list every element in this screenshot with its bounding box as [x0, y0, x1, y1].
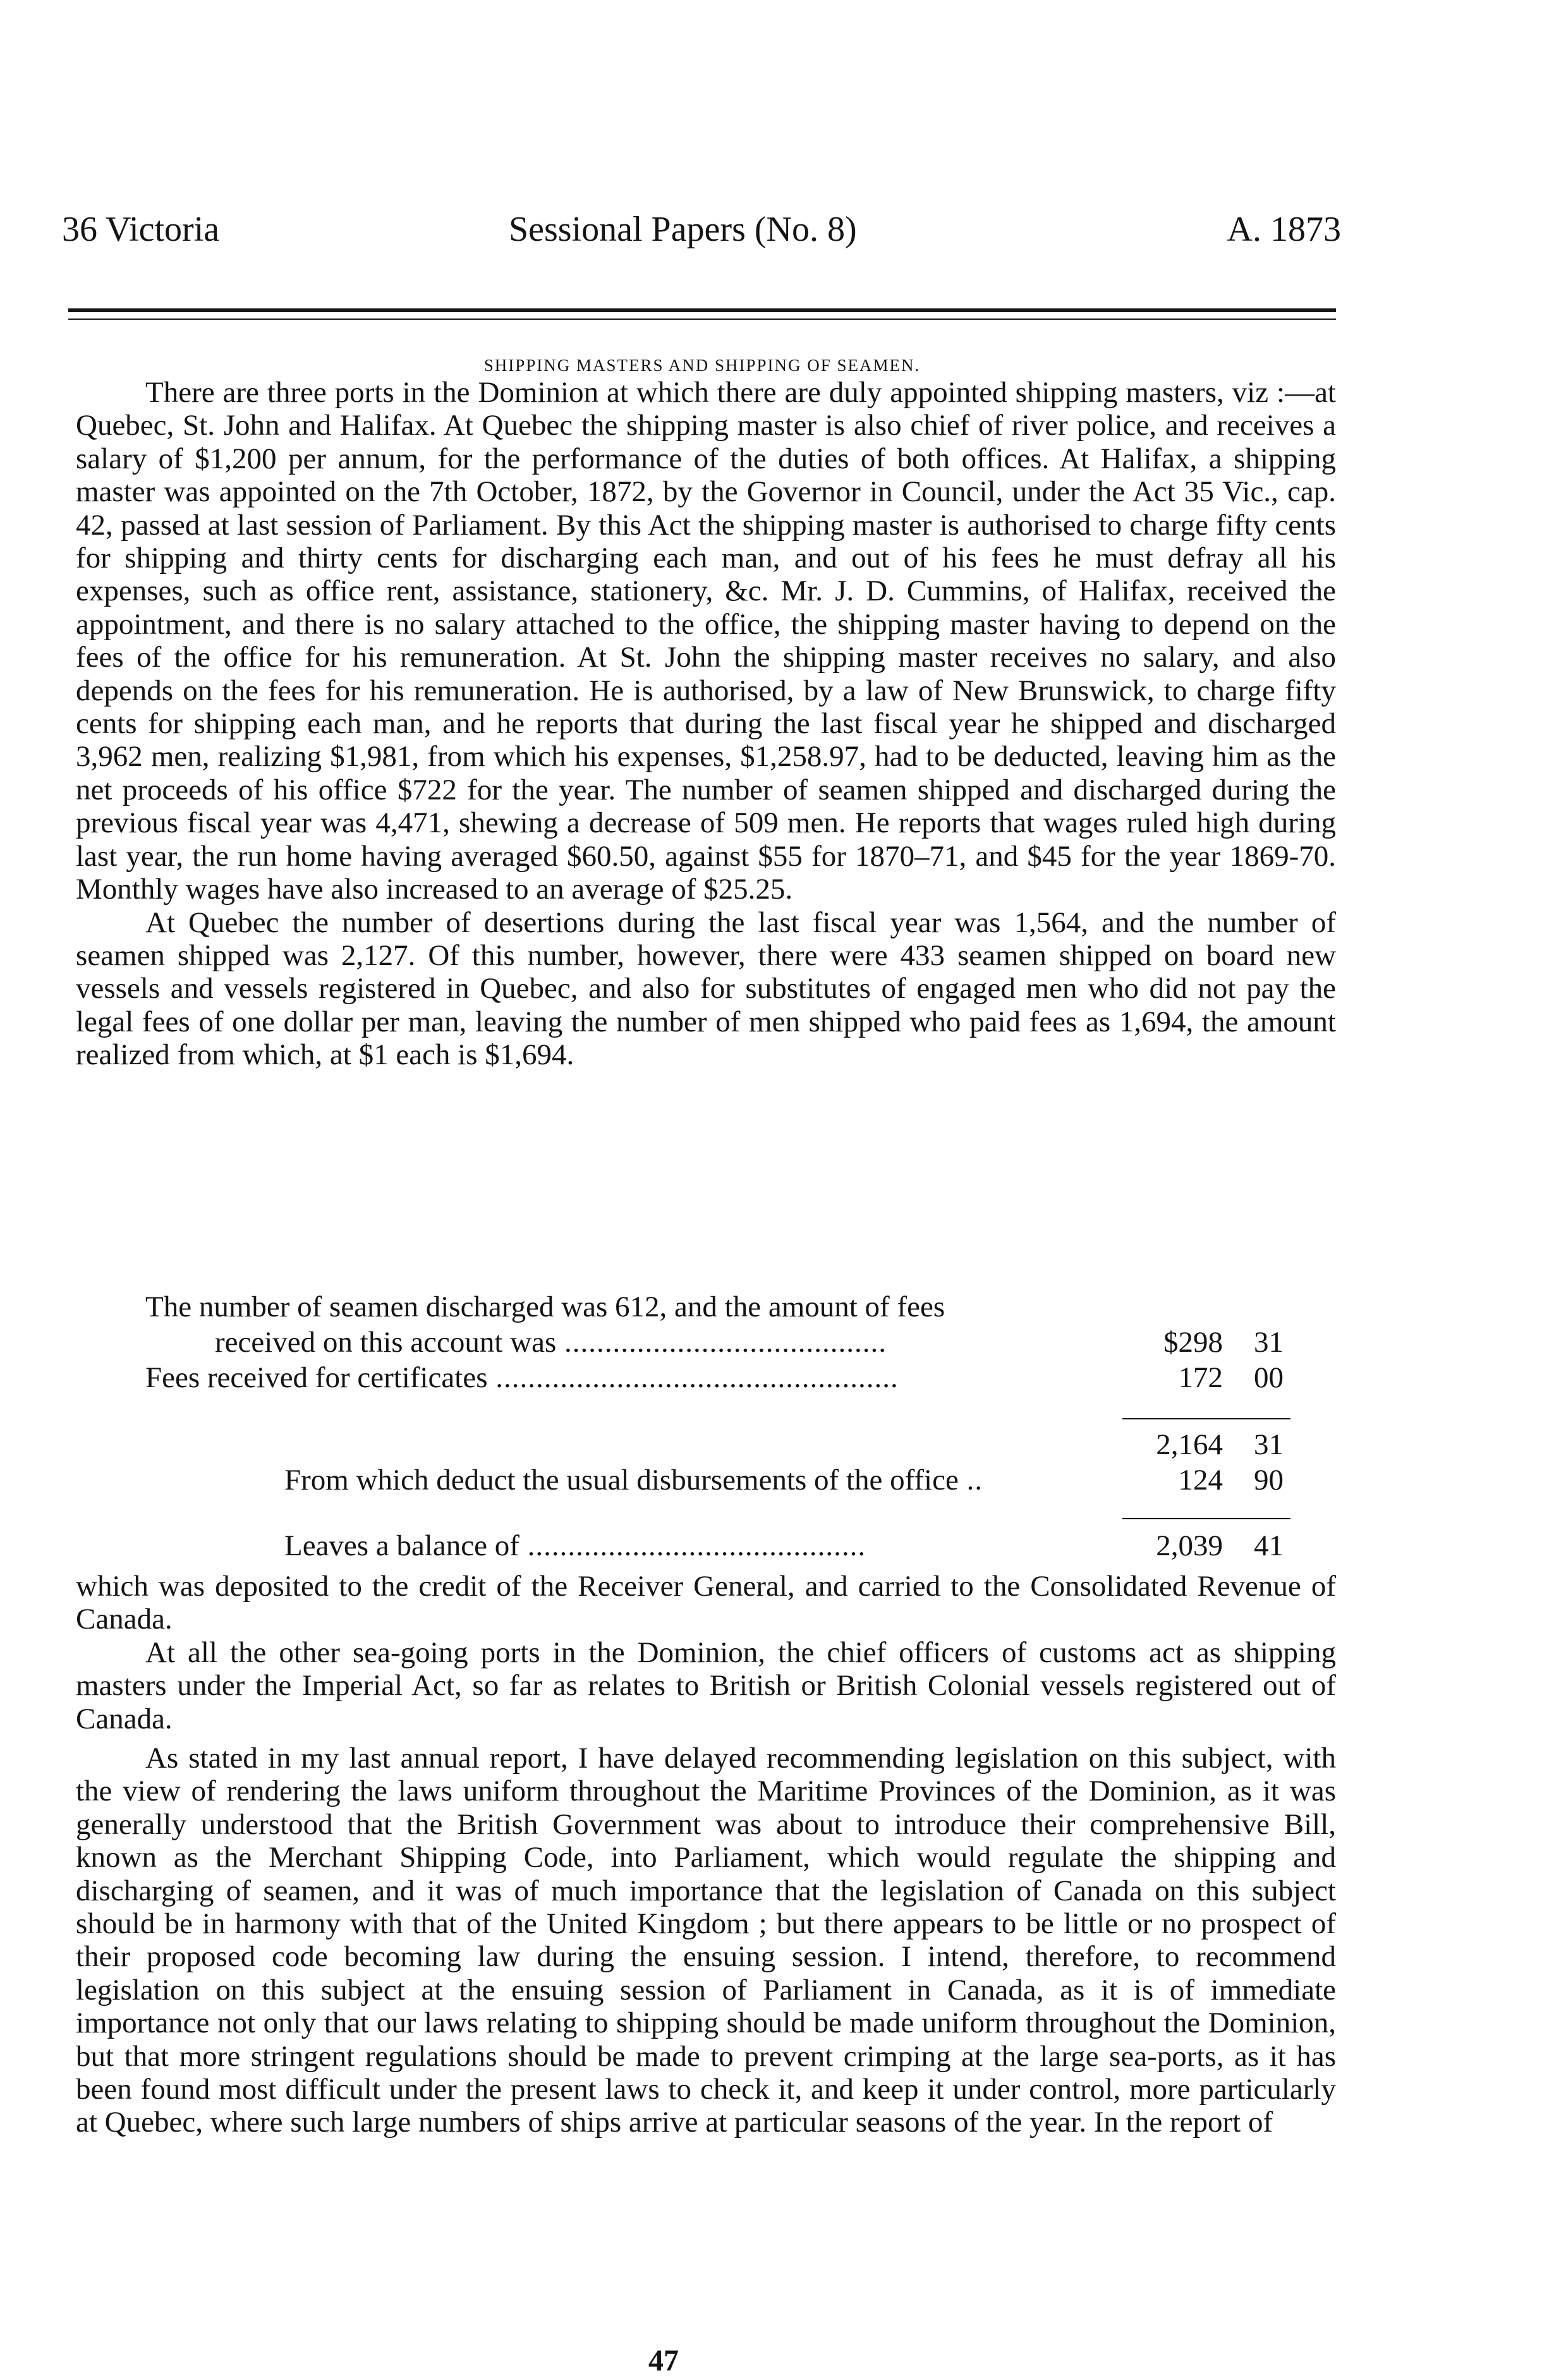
running-header [62, 201, 1341, 258]
account-label: Fees received for certificates .................................................. [145, 1361, 899, 1394]
sum-rule [1122, 1518, 1290, 1519]
section-title: SHIPPING MASTERS AND SHIPPING OF SEAMEN. [483, 356, 921, 375]
account-row [76, 1360, 1336, 1395]
paragraph: As stated in my last annual report, I have delayed recommending legislation on this subject, with the view of rendering the laws uniform throughout the Maritime Provinces of the Dominion, as it was generally understood that the British Government was about to introduce their comprehensive Bill, known as the Merchant Shipping Code, into Parliament, which would regulate the shipping and discharging of seamen, and it was of much importance that the legislation of Canada on this subject should be in harmony with that of the United Kingdom ; but there appears to be little or no prospect of their proposed code becoming law during the ensuing session. I intend, therefore, to recommend legislation on this subject at the ensuing session of Parliament in Canada, as it is of immediate importance not only that our laws relating to shipping should be made uniform throughout the Dominion, but that more stringent regulations should be made to prevent crimping at the large sea-ports, as it has been found most difficult under the present laws to check it, and keep it under control, more particularly at Quebec, where such large numbers of ships arrive at particular seasons of the year. In the report of [76, 1742, 1336, 2139]
header-rule-thin [68, 319, 1336, 320]
body-text-bottom [76, 1742, 1336, 2139]
account-row [76, 1462, 1336, 1498]
account-dollars: 124 [1178, 1464, 1223, 1497]
account-dollars: 172 [1178, 1361, 1223, 1394]
account-row [76, 1427, 1336, 1462]
paragraph: which was deposited to the credit of the Receiver General, and carried to the Consolidated Revenue of Canada. [76, 1570, 1336, 1636]
sum-rule [1122, 1418, 1290, 1419]
account-row [76, 1528, 1336, 1563]
account-label: From which deduct the usual disbursements of the office .. [284, 1464, 983, 1497]
account-label: The number of seamen discharged was 612, and the amount of fees [145, 1290, 945, 1323]
account-dollars: 2,039 [1156, 1529, 1223, 1562]
paragraph: At all the other sea-going ports in the Dominion, the chief officers of customs act as shipping masters under the Imperial Act, so far as relates to British or British Colonial vessels registered out of Canada. [76, 1636, 1336, 1735]
account-cents: 31 [1254, 1326, 1284, 1359]
paragraph: There are three ports in the Dominion at which there are duly appointed shipping masters, viz :—at Quebec, St. John and Halifax. At Quebec the shipping master is also chief of river police, and receives a salary of $1,200 per annum, for the performance of the duties of both offices. At Halifax, a shipping master was appointed on the 7th October, 1872, by the Governor in Council, under the Act 35 Vic., cap. 42, passed at last session of Parliament. By this Act the shipping master is authorised to charge fifty cents for shipping and thirty cents for discharging each man, and out of his fees he must defray all his expenses, such as office rent, assistance, stationery, &c. Mr. J. D. Cummins, of Halifax, received the appointment, and there is no salary attached to the office, the shipping master having to depend on the fees of the office for his remuneration. At St. John the shipping master receives no salary, and also depends on the fees for his remuneration. He is authorised, by a law of New Brunswick, to charge fifty cents for shipping each man, and he reports that during the last fiscal year he shipped and discharged 3,962 men, realizing $1,981, from which his expenses, $1,258.97, had to be deducted, leaving him as the net proceeds of his office $722 for the year. The number of seamen shipped and discharged during the previous fiscal year was 4,471, shewing a decrease of 509 men. He reports that wages ruled high during last year, the run home having averaged $60.50, against $55 for 1870–71, and $45 for the year 1869-70. Monthly wages have also increased to an average of $25.25. [76, 376, 1336, 906]
account-dollars: 2,164 [1156, 1428, 1223, 1461]
account-row [76, 1325, 1336, 1360]
account-row [76, 1289, 1336, 1325]
body-text-top [76, 376, 1336, 1072]
account-label: Leaves a balance of .......................................... [284, 1529, 866, 1562]
account-cents: 00 [1254, 1361, 1284, 1394]
body-text-mid [76, 1570, 1336, 1735]
header-title: Sessional Papers (No. 8) [509, 210, 857, 249]
page-number: 47 [648, 2344, 679, 2377]
header-volume: 36 Victoria [62, 210, 220, 249]
header-year: A. 1873 [1227, 210, 1341, 249]
account-cents: 41 [1254, 1529, 1284, 1562]
account-cents: 90 [1254, 1464, 1284, 1497]
account-label: received on this account was ........................................ [215, 1326, 887, 1359]
account-cents: 31 [1254, 1428, 1284, 1461]
account-dollars: $298 [1163, 1326, 1223, 1359]
header-rule-thick [68, 308, 1336, 312]
paragraph: At Quebec the number of desertions during the last fiscal year was 1,564, and the number of seamen shipped was 2,127. Of this number, however, there were 433 seamen shipped on board new vessels and vessels registered in Quebec, and also for substitutes of engaged men who did not pay the legal fees of one dollar per man, leaving the number of men shipped who paid fees as 1,694, the amount realized from which, at $1 each is $1,694. [76, 906, 1336, 1072]
